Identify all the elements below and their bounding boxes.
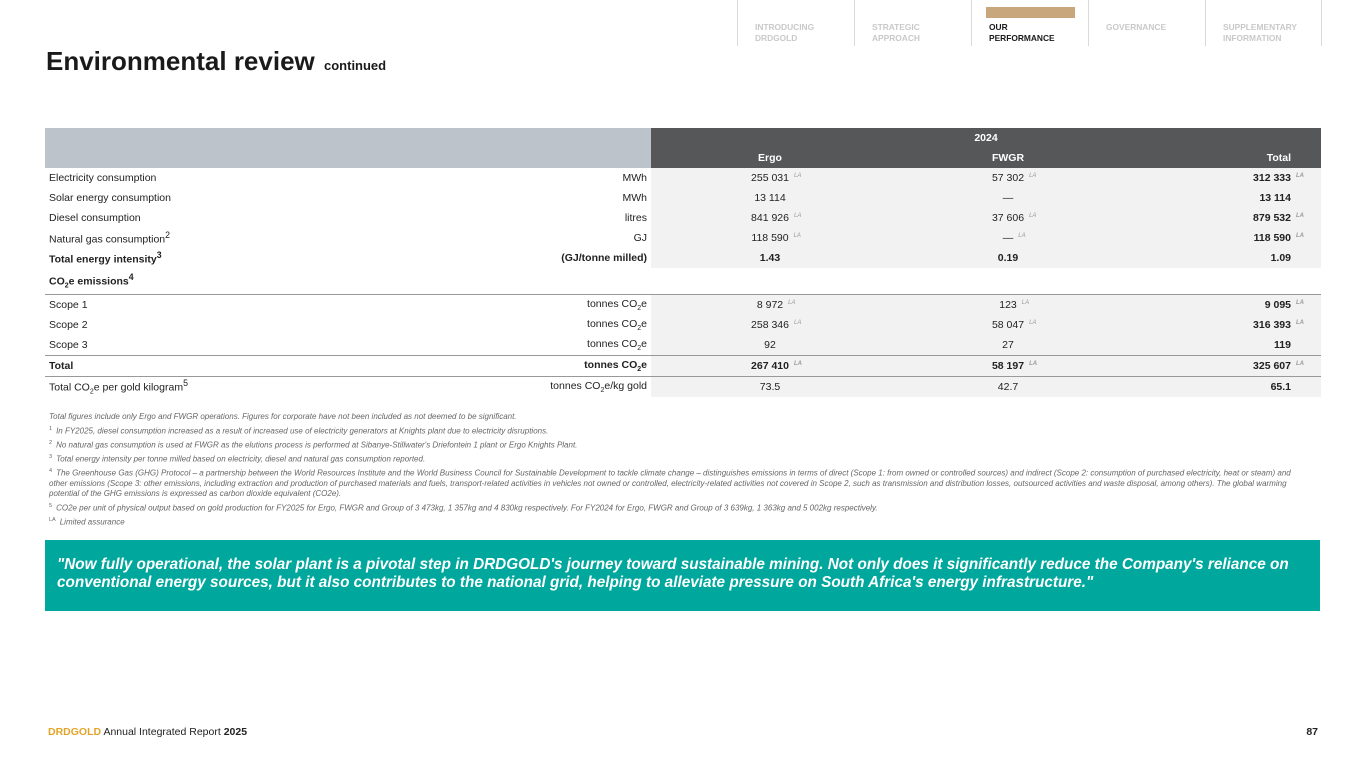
- cell-ergo: [651, 168, 889, 188]
- row-label-text: Diesel consumption: [49, 212, 141, 224]
- table-header-year: 2024: [651, 128, 1321, 148]
- row-unit: [399, 356, 651, 377]
- row-label: [45, 377, 399, 398]
- text-part: CO: [49, 275, 65, 288]
- row-unit: [399, 168, 651, 188]
- footnote: [49, 452, 1309, 465]
- footnote-ref: 4: [128, 272, 134, 283]
- cell-value: 27: [1002, 339, 1014, 351]
- cell-value: 1.43: [759, 252, 781, 264]
- cell-value: 258 346: [751, 319, 789, 331]
- cell-value: 267 410: [751, 360, 789, 372]
- cell-value: 92: [764, 339, 776, 351]
- subscript: 2: [600, 387, 605, 395]
- row-unit: [399, 377, 651, 398]
- footnote-text: CO2e per unit of physical output based on gold production for FY2025 for Ergo, FWGR and Group of 3 473kg, 1 357kg and 4 830kg respectively. For FY2024 for Ergo, FWGR and Group of 3 639kg, 1 363kg and 5 002kg respectively.: [56, 503, 878, 513]
- cell-value: 42.7: [997, 381, 1019, 393]
- text-part: e: [641, 297, 647, 310]
- row-unit: [399, 188, 651, 208]
- unit-text: GJ: [633, 232, 647, 244]
- footnote-text: Total energy intensity per tonne milled based on electricity, diesel and natural gas consumption reported.: [56, 454, 426, 464]
- limited-assurance-mark: LA: [793, 361, 802, 367]
- nav-tab-line2: PERFORMANCE: [989, 33, 1055, 43]
- limited-assurance-mark: LA: [1029, 361, 1038, 367]
- footnote-mark: 4: [49, 468, 53, 475]
- cell-value: 73.5: [759, 381, 781, 393]
- cell-value: 58 047: [991, 319, 1025, 331]
- nav-tab-4[interactable]: [1205, 0, 1322, 46]
- limited-assurance-mark: LA: [1021, 300, 1030, 306]
- limited-assurance-mark: LA: [793, 213, 802, 219]
- limited-assurance-mark: LA: [793, 173, 802, 179]
- cell-fwgr: [889, 228, 1127, 248]
- row-label-text: Total: [49, 360, 74, 372]
- col-header-total: Total: [1127, 148, 1321, 168]
- footnote-mark: 3: [49, 454, 53, 461]
- cell-fwgr: [889, 188, 1127, 208]
- table-row: [45, 377, 1321, 398]
- cell-value: 316 393: [1253, 319, 1291, 331]
- highlight-quote: "Now fully operational, the solar plant is a pivotal step in DRDGOLD's journey toward sustainable mining. Not only does it significantly reduce the Company's reliance on conventional energy sources, but it also contributes to the national grid, helping to alleviate pressure on South Africa's energy infrastructure.": [45, 540, 1320, 611]
- cell-value: 37 606: [991, 212, 1025, 224]
- cell-value: —: [1002, 192, 1014, 204]
- row-unit: [399, 228, 651, 248]
- unit-text: MWh: [622, 172, 647, 184]
- limited-assurance-mark: LA: [1296, 361, 1304, 367]
- nav-tab-line2: APPROACH: [872, 33, 920, 43]
- nav-tab-line2: DRDGOLD: [755, 33, 798, 43]
- limited-assurance-mark: LA: [1029, 320, 1037, 326]
- limited-assurance-mark: LA: [788, 300, 796, 306]
- cell-total: [1127, 315, 1321, 335]
- subscript: 2: [637, 366, 642, 374]
- cell-ergo: [651, 295, 889, 316]
- cell-ergo: [651, 228, 889, 248]
- footer-brand: DRDGOLD: [48, 726, 102, 738]
- footer-year: 2025: [223, 726, 248, 738]
- cell-ergo: [651, 315, 889, 335]
- table-row: [45, 248, 1321, 268]
- footnote-mark: 5: [49, 502, 53, 509]
- row-label: [45, 188, 399, 208]
- cell-fwgr: [889, 335, 1127, 356]
- nav-active-indicator: [986, 7, 1075, 18]
- cell-fwgr: [889, 315, 1127, 335]
- limited-assurance-mark: LA: [793, 320, 802, 326]
- page-title-suffix: continued: [324, 58, 387, 73]
- table-row: [45, 356, 1321, 377]
- col-header-fwgr: FWGR: [889, 148, 1127, 168]
- cell-value: 13 114: [1259, 192, 1291, 204]
- cell-fwgr: [889, 377, 1127, 398]
- nav-tab-1[interactable]: [854, 0, 971, 46]
- environmental-data-table: [45, 128, 1321, 397]
- cell-value: 9 095: [1264, 299, 1291, 311]
- table-section-row: [45, 268, 1321, 295]
- row-label: [45, 295, 399, 316]
- subscript: 2: [637, 325, 642, 333]
- nav-tab-3[interactable]: [1088, 0, 1205, 46]
- table-row: [45, 335, 1321, 356]
- unit-text: litres: [624, 212, 647, 224]
- nav-tab-0[interactable]: [737, 0, 854, 46]
- unit-text: (GJ/tonne milled): [561, 252, 647, 264]
- row-unit: [399, 208, 651, 228]
- row-label: [45, 335, 399, 356]
- cell-value: 118 590: [1253, 232, 1291, 244]
- cell-fwgr: [889, 168, 1127, 188]
- footnote: [49, 501, 1309, 514]
- cell-value: 325 607: [1253, 360, 1291, 372]
- row-label: [45, 315, 399, 335]
- footnote: [49, 438, 1309, 451]
- col-header-ergo: Ergo: [651, 148, 889, 168]
- footnote-text: In FY2025, diesel consumption increased as a result of increased use of electricity generators at Knights plant due to electricity disruptions.: [56, 426, 549, 436]
- cell-total: [1127, 377, 1321, 398]
- footnote-text: No natural gas consumption is used at FWGR as the elutions process is performed at Sibanye-Stillwater's Driefontein 1 plant or Ergo Knights Plant.: [56, 440, 578, 450]
- footnote-text: The Greenhouse Gas (GHG) Protocol – a partnership between the World Resources Institute and the World Business Council for Sustainable Development to tackle climate change – distinguishes emissions in terms of direct (Scope 1: from owned or controlled sources) and indirect (Scope 2: consumption of purchased electricity, heat or steam) and other emissions (Scope 3: other emissions, including extraction and production of purchased materials and fuels, transport-related activities in vehicles not owned or controlled, electricity-related activities not covered in Scope 2, such as transmission and distribution losses, outsourced activities and waste disposal, among others). The global warming potential of the GHG emissions is expressed as carbon dioxide equivalent (CO2e).: [49, 469, 1291, 498]
- cell-fwgr: [889, 248, 1127, 268]
- cell-value: 312 333: [1253, 172, 1291, 184]
- cell-total: [1127, 335, 1321, 356]
- cell-value: 8 972: [756, 299, 784, 311]
- cell-fwgr: [889, 356, 1127, 377]
- cell-value: 841 926: [751, 212, 789, 224]
- cell-total: [1127, 168, 1321, 188]
- footnote-mark: LA: [49, 516, 56, 523]
- row-label: [45, 208, 399, 228]
- cell-total: [1127, 248, 1321, 268]
- limited-assurance-mark: LA: [1296, 233, 1304, 239]
- row-label-text: Scope 2: [49, 319, 88, 331]
- text-part: Total CO: [49, 381, 90, 394]
- footnote-ref: 3: [156, 250, 162, 261]
- footer-text: Annual Integrated Report: [103, 726, 221, 738]
- row-label-text: Natural gas consumption: [49, 233, 166, 246]
- cell-value: 65.1: [1270, 381, 1291, 393]
- cell-value: 58 197: [991, 360, 1025, 372]
- subscript: 2: [637, 345, 642, 353]
- cell-value: 57 302: [991, 172, 1025, 184]
- footnote-text: Total figures include only Ergo and FWGR operations. Figures for corporate have not been included as not deemed to be significant.: [49, 412, 517, 421]
- cell-ergo: [651, 248, 889, 268]
- nav-tab-line1: GOVERNANCE: [1106, 22, 1167, 32]
- table-row: [45, 295, 1321, 316]
- nav-tab-line1: INTRODUCING: [755, 22, 815, 32]
- limited-assurance-mark: LA: [1296, 213, 1304, 219]
- footnote: [49, 466, 1309, 499]
- page-number: 87: [1306, 726, 1318, 738]
- cell-value: 118 590: [751, 232, 789, 244]
- text-part: e: [641, 337, 647, 350]
- page-title: Environmental review continued: [46, 46, 387, 76]
- cell-ergo: [651, 356, 889, 377]
- limited-assurance-mark: LA: [793, 233, 801, 239]
- row-unit: [399, 248, 651, 268]
- cell-ergo: [651, 208, 889, 228]
- limited-assurance-mark: LA: [1018, 233, 1026, 239]
- nav-tab-line1: SUPPLEMENTARY: [1223, 22, 1297, 32]
- section-label: [45, 268, 1321, 295]
- table-row: [45, 208, 1321, 228]
- subscript: 2: [89, 388, 94, 396]
- row-label: [45, 168, 399, 188]
- cell-ergo: [651, 335, 889, 356]
- footer-report-title: [48, 726, 247, 738]
- limited-assurance-mark: LA: [1029, 213, 1037, 219]
- footnote-mark: 2: [49, 439, 53, 446]
- cell-value: —: [1002, 232, 1014, 244]
- row-label-text: Electricity consumption: [49, 172, 157, 184]
- footnotes: [49, 412, 1309, 529]
- limited-assurance-mark: LA: [1029, 173, 1037, 179]
- footnote: [49, 412, 1309, 422]
- row-unit: [399, 295, 651, 316]
- row-label-text: Total energy intensity: [49, 253, 157, 266]
- cell-value: 255 031: [751, 172, 789, 184]
- table-row: [45, 228, 1321, 248]
- cell-ergo: [651, 188, 889, 208]
- text-part: tonnes CO: [587, 297, 638, 310]
- text-part: e per gold kilogram: [93, 381, 184, 394]
- limited-assurance-mark: LA: [1296, 320, 1304, 326]
- table-header-blank: [45, 128, 651, 168]
- text-part: e/kg gold: [604, 379, 647, 392]
- cell-total: [1127, 356, 1321, 377]
- cell-ergo: [651, 377, 889, 398]
- table-row: [45, 168, 1321, 188]
- row-label: [45, 228, 399, 248]
- footnote: [49, 515, 1309, 528]
- cell-value: 123: [999, 299, 1017, 311]
- section-nav: [737, 0, 1322, 46]
- cell-fwgr: [889, 295, 1127, 316]
- cell-value: 119: [1274, 339, 1291, 351]
- nav-tab-line1: STRATEGIC: [872, 22, 920, 32]
- cell-total: [1127, 188, 1321, 208]
- footnote-mark: 1: [49, 425, 53, 432]
- table-row: [45, 315, 1321, 335]
- row-label-text: Scope 3: [49, 339, 88, 351]
- cell-total: [1127, 295, 1321, 316]
- row-label-text: Solar energy consumption: [49, 192, 171, 204]
- cell-value: 1.09: [1270, 252, 1291, 264]
- cell-value: 879 532: [1253, 212, 1291, 224]
- text-part: e emissions: [68, 275, 129, 288]
- row-label-text: Scope 1: [49, 299, 88, 311]
- cell-value: 13 114: [754, 192, 786, 204]
- footnote-ref: 5: [183, 378, 188, 389]
- footnote-text: Limited assurance: [59, 517, 125, 527]
- text-part: tonnes CO: [587, 337, 638, 350]
- unit-text: MWh: [622, 192, 647, 204]
- footnote-ref: 2: [165, 230, 171, 241]
- row-unit: [399, 335, 651, 356]
- text-part: tonnes CO: [584, 358, 638, 371]
- subscript: 2: [64, 282, 69, 290]
- row-unit: [399, 315, 651, 335]
- limited-assurance-mark: LA: [1296, 173, 1304, 179]
- text-part: e: [641, 317, 647, 330]
- row-label: [45, 356, 399, 377]
- row-label: [45, 248, 399, 268]
- nav-tab-line1: OUR: [989, 22, 1008, 32]
- cell-value: 0.19: [997, 252, 1019, 264]
- cell-fwgr: [889, 208, 1127, 228]
- nav-tab-2[interactable]: [971, 0, 1088, 46]
- cell-total: [1127, 208, 1321, 228]
- table-row: [45, 188, 1321, 208]
- cell-total: [1127, 228, 1321, 248]
- text-part: tonnes CO: [587, 317, 638, 330]
- subscript: 2: [637, 305, 642, 313]
- footnote: [49, 424, 1309, 437]
- text-part: tonnes CO: [550, 379, 601, 392]
- nav-tab-line2: INFORMATION: [1223, 33, 1282, 43]
- text-part: e: [641, 358, 647, 371]
- limited-assurance-mark: LA: [1296, 300, 1304, 306]
